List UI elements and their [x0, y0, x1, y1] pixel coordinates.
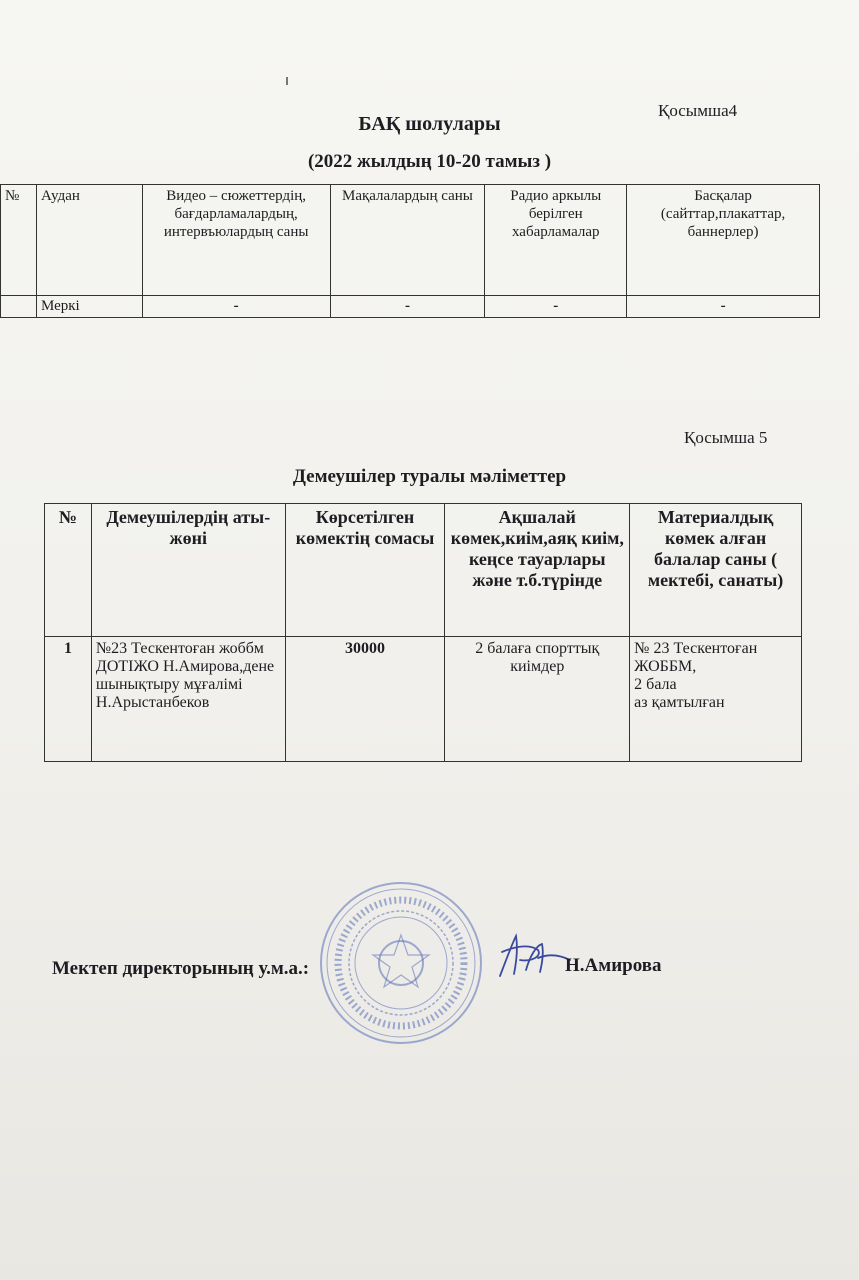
- annex-5-label: Қосымша 5: [684, 428, 768, 447]
- handwritten-signature: [492, 930, 574, 982]
- sponsors-title: Демеушілер туралы мәліметтер: [292, 466, 567, 487]
- header-aid-amount: Көрсетілген көмектің сомасы: [285, 504, 445, 637]
- sponsor-table-header: [45, 504, 802, 637]
- table-row: [1, 296, 820, 318]
- director-signature-label: Мектеп директорының у.м.а.:: [52, 958, 310, 979]
- media-review-title: БАҚ шолулары: [358, 113, 501, 135]
- cell-aid-amount: 30000: [285, 637, 445, 762]
- ink-mark: [286, 77, 288, 85]
- director-name: Н.Амирова: [565, 955, 662, 976]
- header-articles: Мақалалардың саны: [330, 185, 485, 296]
- header-videos: Видео – сюжеттердің, бағдарламалардың, интервъюлардың саны: [142, 185, 330, 296]
- table-row: [45, 637, 802, 762]
- media-table-header: [1, 185, 820, 296]
- header-district: Аудан: [36, 185, 142, 296]
- cell-articles: -: [330, 296, 485, 318]
- annex-4-label: Қосымша4: [658, 101, 738, 120]
- header-number: №: [1, 185, 37, 296]
- cell-aid-kind: 2 балаға спорттық киімдер: [445, 637, 630, 762]
- cell-number: 1: [45, 637, 92, 762]
- cell-videos: -: [142, 296, 330, 318]
- cell-district: Меркі: [36, 296, 142, 318]
- school-seal-stamp: [318, 880, 484, 1046]
- cell-other: -: [627, 296, 820, 318]
- media-table: [0, 184, 820, 318]
- cell-sponsor-name: №23 Тескентоған жоббм ДОТІЖО Н.Амирова,дене шынықтыру мұғалімі Н.Арыстанбеков: [91, 637, 285, 762]
- sponsor-table: [44, 503, 802, 762]
- media-review-period: (2022 жылдың 10-20 тамыз ): [307, 151, 552, 172]
- cell-radio: -: [485, 296, 627, 318]
- header-other: Басқалар (сайттар,плакаттар, баннерлер): [627, 185, 820, 296]
- header-children-count: Материалдық көмек алған балалар саны ( мектебі, санаты): [630, 504, 802, 637]
- cell-number: [1, 296, 37, 318]
- header-aid-kind: Ақшалай көмек,киім,аяқ киім, кеңсе тауарлары және т.б.түрінде: [445, 504, 630, 637]
- cell-children-count: № 23 Тескентоған ЖОББМ, 2 бала аз қамтылған: [630, 637, 802, 762]
- header-radio: Радио аркылы берілген хабарламалар: [485, 185, 627, 296]
- header-sponsor-name: Демеушілердің аты-жөні: [91, 504, 285, 637]
- header-number: №: [45, 504, 92, 637]
